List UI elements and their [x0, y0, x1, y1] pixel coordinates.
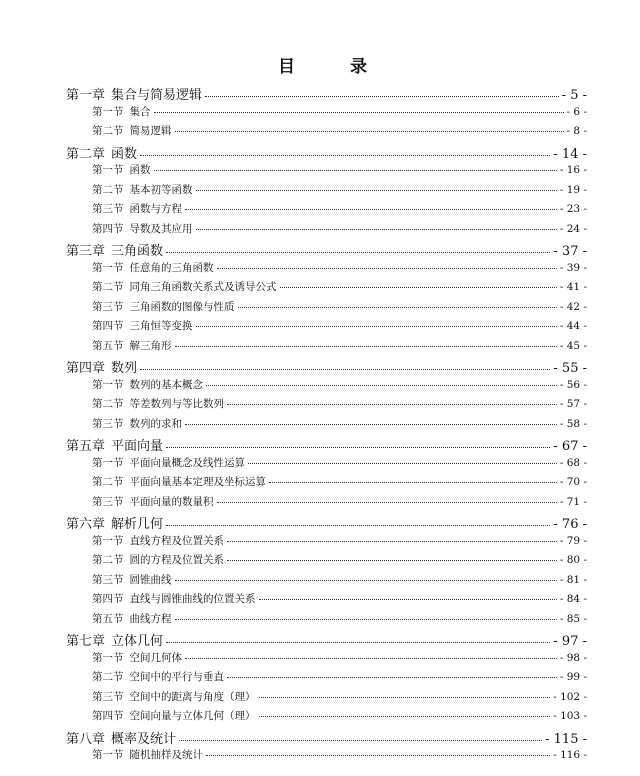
page-number: - 42 - — [559, 300, 587, 313]
section-title: 数列的求和 — [129, 417, 182, 430]
section-title: 空间中的平行与垂直 — [129, 671, 224, 683]
toc-chapter-row[interactable] — [66, 435, 587, 454]
page-number: - 19 - — [559, 183, 587, 196]
section-title: 三角恒等变换 — [129, 320, 193, 332]
dot-leader — [196, 326, 557, 327]
dot-leader — [185, 424, 557, 425]
toc-entry-label — [92, 162, 151, 177]
dot-leader — [175, 580, 557, 581]
toc-section-row[interactable] — [92, 611, 587, 626]
section-title: 平面向量基本定理及坐标运算 — [129, 476, 266, 488]
section-number: 第二节 — [92, 398, 124, 410]
page-number: - 39 - — [559, 261, 587, 274]
chapter-title: 三角函数 — [111, 244, 164, 259]
chapter-title: 概率及统计 — [111, 731, 177, 747]
dot-leader — [217, 268, 557, 269]
toc-chapter-row[interactable] — [66, 240, 587, 259]
toc-entry-label — [92, 123, 172, 138]
toc-chapter-row[interactable] — [66, 143, 587, 162]
section-number: 第四节 — [92, 222, 124, 235]
page-number: - 102 - — [553, 690, 587, 703]
section-title: 空间几何体 — [129, 651, 182, 664]
toc-entry-label — [92, 201, 182, 216]
dot-leader — [280, 287, 557, 288]
page-number: - 68 - — [559, 456, 587, 469]
section-number: 第一节 — [92, 651, 124, 664]
section-number: 第五节 — [92, 612, 124, 625]
toc-section-row[interactable] — [92, 669, 587, 684]
chapter-title: 数列 — [111, 361, 138, 376]
toc-entry-label — [92, 708, 256, 723]
page-title-char-1: 目 — [278, 57, 295, 77]
chapter-number: 第四章 — [66, 361, 106, 376]
toc-chapter-row[interactable] — [66, 513, 587, 532]
dot-leader — [259, 697, 551, 698]
dot-leader — [259, 599, 557, 600]
dot-leader — [185, 209, 557, 210]
chapter-title: 解析几何 — [111, 517, 164, 532]
section-number: 第一节 — [92, 749, 124, 761]
toc-section-row[interactable] — [92, 396, 587, 411]
section-number: 第五节 — [92, 339, 124, 352]
page-number: - 84 - — [559, 593, 587, 605]
chapter-title: 函数 — [111, 146, 138, 162]
dot-leader — [227, 677, 557, 678]
page-number: - 76 - — [553, 517, 587, 532]
page-number: - 116 - — [553, 749, 587, 761]
page-number: - 98 - — [559, 651, 587, 664]
dot-leader — [248, 463, 557, 464]
page-number: - 37 - — [553, 244, 587, 259]
section-number: 第二节 — [92, 183, 124, 196]
dot-leader — [238, 307, 557, 308]
dot-leader — [227, 404, 557, 405]
toc-entry-label — [92, 747, 203, 762]
toc-entry-label — [92, 669, 224, 684]
page-number: - 55 - — [553, 361, 587, 376]
toc-section-row[interactable] — [92, 201, 587, 216]
dot-leader — [259, 716, 551, 717]
toc-entry-label — [92, 474, 266, 489]
toc-section-row[interactable] — [92, 416, 587, 431]
dot-leader — [175, 619, 557, 620]
section-title: 曲线方程 — [129, 612, 172, 625]
dot-leader — [196, 190, 557, 191]
toc-entry-label — [66, 728, 176, 747]
toc-entry-label — [92, 611, 172, 626]
section-number: 第二节 — [92, 671, 124, 683]
page-number: - 115 - — [545, 731, 587, 747]
toc-entry-label — [66, 630, 163, 649]
dot-leader — [154, 170, 557, 171]
section-title: 同角三角函数关系式及诱导公式 — [129, 281, 277, 293]
toc-section-row[interactable] — [92, 162, 587, 177]
page-number: - 81 - — [559, 573, 587, 586]
toc-entry-label — [92, 494, 214, 509]
section-number: 第一节 — [92, 164, 124, 176]
toc-entry-label — [66, 143, 137, 162]
section-number: 第一节 — [92, 534, 124, 547]
page-number: - 44 - — [559, 320, 587, 332]
chapter-number: 第六章 — [66, 517, 106, 532]
chapter-number: 第五章 — [66, 439, 106, 454]
section-number: 第四节 — [92, 593, 124, 605]
section-title: 导数及其应用 — [129, 222, 193, 235]
dot-leader — [179, 740, 542, 741]
page-number: - 14 - — [553, 146, 587, 162]
toc-section-row[interactable] — [92, 747, 587, 762]
toc-entry-label — [92, 416, 182, 431]
section-number: 第四节 — [92, 320, 124, 332]
section-title: 解三角形 — [129, 339, 172, 352]
toc-section-row[interactable] — [92, 650, 587, 665]
section-number: 第三节 — [92, 573, 124, 586]
section-number: 第二节 — [92, 554, 124, 566]
toc-section-row[interactable] — [92, 123, 587, 138]
toc-section-row[interactable] — [92, 552, 587, 567]
section-title: 随机抽样及统计 — [129, 749, 203, 761]
page-title-char-2: 录 — [350, 57, 367, 77]
chapter-title: 集合与简易逻辑 — [111, 88, 203, 103]
dot-leader — [185, 658, 557, 659]
section-title: 三角函数的图像与性质 — [129, 300, 235, 313]
section-title: 圆锥曲线 — [129, 573, 172, 586]
page-number: - 58 - — [559, 417, 587, 430]
toc-chapter-row[interactable] — [66, 357, 587, 376]
toc-entry-label — [92, 572, 172, 587]
dot-leader — [140, 155, 550, 156]
toc-entry-label — [92, 260, 214, 275]
dot-leader — [217, 502, 557, 503]
toc-section-row[interactable] — [92, 708, 587, 723]
toc-section-row[interactable] — [92, 104, 587, 119]
page-number: - 103 - — [553, 710, 587, 722]
toc-entry-label — [92, 279, 277, 294]
page-number: - 45 - — [559, 339, 587, 352]
toc-section-row[interactable] — [92, 572, 587, 587]
page-number: - 41 - — [559, 281, 587, 293]
page-number: - 80 - — [559, 554, 587, 566]
toc-section-row[interactable] — [92, 591, 587, 606]
toc-section-row[interactable] — [92, 494, 587, 509]
dot-leader — [205, 96, 559, 97]
page-number: - 23 - — [559, 203, 587, 215]
dot-leader — [227, 541, 557, 542]
dot-leader — [206, 755, 550, 756]
toc-chapter-row[interactable] — [66, 84, 587, 103]
section-number: 第三节 — [92, 203, 124, 215]
dot-leader — [175, 131, 564, 132]
dot-leader — [206, 385, 557, 386]
section-title: 空间向量与立体几何（理） — [129, 710, 256, 722]
toc-section-row[interactable] — [92, 182, 587, 197]
toc-entry-label — [92, 299, 235, 314]
dot-leader — [154, 112, 564, 113]
chapter-number: 第七章 — [66, 634, 106, 649]
page-number: - 6 - — [566, 105, 587, 118]
section-title: 数列的基本概念 — [129, 378, 203, 391]
chapter-number: 第二章 — [66, 146, 106, 162]
toc-entry-label — [92, 182, 193, 197]
section-title: 直线方程及位置关系 — [129, 534, 224, 547]
section-number: 第一节 — [92, 105, 124, 118]
section-title: 集合 — [129, 105, 151, 118]
section-title: 基本初等函数 — [129, 183, 193, 196]
section-number: 第三节 — [92, 417, 124, 430]
page-number: - 99 - — [559, 671, 587, 683]
section-number: 第二节 — [92, 476, 124, 488]
toc-entry-label — [92, 455, 245, 470]
dot-leader — [140, 369, 550, 370]
page-number: - 16 - — [559, 164, 587, 176]
chapter-number: 第一章 — [66, 88, 106, 103]
chapter-title: 平面向量 — [111, 439, 164, 454]
section-number: 第一节 — [92, 456, 124, 469]
section-title: 圆的方程及位置关系 — [129, 554, 224, 566]
page-number: - 85 - — [559, 612, 587, 625]
toc-entry-label — [66, 435, 163, 454]
section-number: 第四节 — [92, 710, 124, 722]
page-number: - 8 - — [566, 125, 587, 137]
section-number: 第一节 — [92, 378, 124, 391]
toc-chapter-row[interactable] — [66, 630, 587, 649]
page-number: - 24 - — [559, 222, 587, 235]
toc-entry-label — [66, 240, 163, 259]
section-title: 任意角的三角函数 — [129, 261, 214, 274]
page-number: - 57 - — [559, 398, 587, 410]
section-title: 平面向量的数量积 — [129, 495, 214, 508]
chapter-title: 立体几何 — [111, 634, 164, 649]
page-number: - 79 - — [559, 534, 587, 547]
section-title: 空间中的距离与角度（理） — [129, 690, 256, 703]
dot-leader — [166, 447, 550, 448]
section-number: 第三节 — [92, 300, 124, 313]
page-number: - 56 - — [559, 378, 587, 391]
dot-leader — [175, 346, 557, 347]
toc-entry-label — [92, 318, 193, 333]
section-title: 函数与方程 — [129, 203, 182, 215]
chapter-number: 第三章 — [66, 244, 106, 259]
toc-entry-label — [66, 513, 163, 532]
dot-leader — [166, 525, 550, 526]
toc-entry-label — [92, 552, 224, 567]
toc-entry-label — [92, 104, 151, 119]
section-title: 平面向量概念及线性运算 — [129, 456, 245, 469]
toc-section-row[interactable] — [92, 455, 587, 470]
page-number: - 97 - — [553, 634, 587, 649]
toc-section-row[interactable] — [92, 299, 587, 314]
dot-leader — [166, 252, 550, 253]
page-number: - 5 - — [561, 88, 587, 103]
toc-section-row[interactable] — [92, 474, 587, 489]
section-title: 直线与圆锥曲线的位置关系 — [129, 593, 256, 605]
toc-section-row[interactable] — [92, 260, 587, 275]
section-number: 第三节 — [92, 690, 124, 703]
page-number: - 71 - — [559, 495, 587, 508]
toc-section-row[interactable] — [92, 377, 587, 392]
section-title: 简易逻辑 — [129, 125, 172, 137]
section-number: 第二节 — [92, 281, 124, 293]
toc-entry-label — [66, 357, 137, 376]
dot-leader — [269, 482, 557, 483]
toc-section-row[interactable] — [92, 533, 587, 548]
dot-leader — [166, 642, 550, 643]
toc-entry-label — [92, 533, 224, 548]
section-title: 函数 — [129, 164, 151, 176]
toc-section-row[interactable] — [92, 318, 587, 333]
toc-entry-label — [66, 84, 202, 103]
toc-section-row[interactable] — [92, 221, 587, 236]
toc-section-row[interactable] — [92, 689, 587, 704]
dot-leader — [196, 229, 557, 230]
page-number: - 70 - — [559, 476, 587, 488]
chapter-number: 第八章 — [66, 731, 106, 747]
section-title: 等差数列与等比数列 — [129, 398, 224, 410]
section-number: 第三节 — [92, 495, 124, 508]
toc-section-row[interactable] — [92, 338, 587, 353]
page-number: - 67 - — [553, 439, 587, 454]
section-number: 第二节 — [92, 125, 124, 137]
toc-entry-label — [92, 377, 203, 392]
toc-entry-label — [92, 221, 193, 236]
section-number: 第一节 — [92, 261, 124, 274]
toc-entry-label — [92, 689, 256, 704]
toc-entry-label — [92, 338, 172, 353]
toc-entry-label — [92, 396, 224, 411]
toc-entry-label — [92, 650, 182, 665]
dot-leader — [227, 560, 557, 561]
toc-entry-label — [92, 591, 256, 606]
toc-chapter-row[interactable] — [66, 728, 587, 747]
toc-section-row[interactable] — [92, 279, 587, 294]
